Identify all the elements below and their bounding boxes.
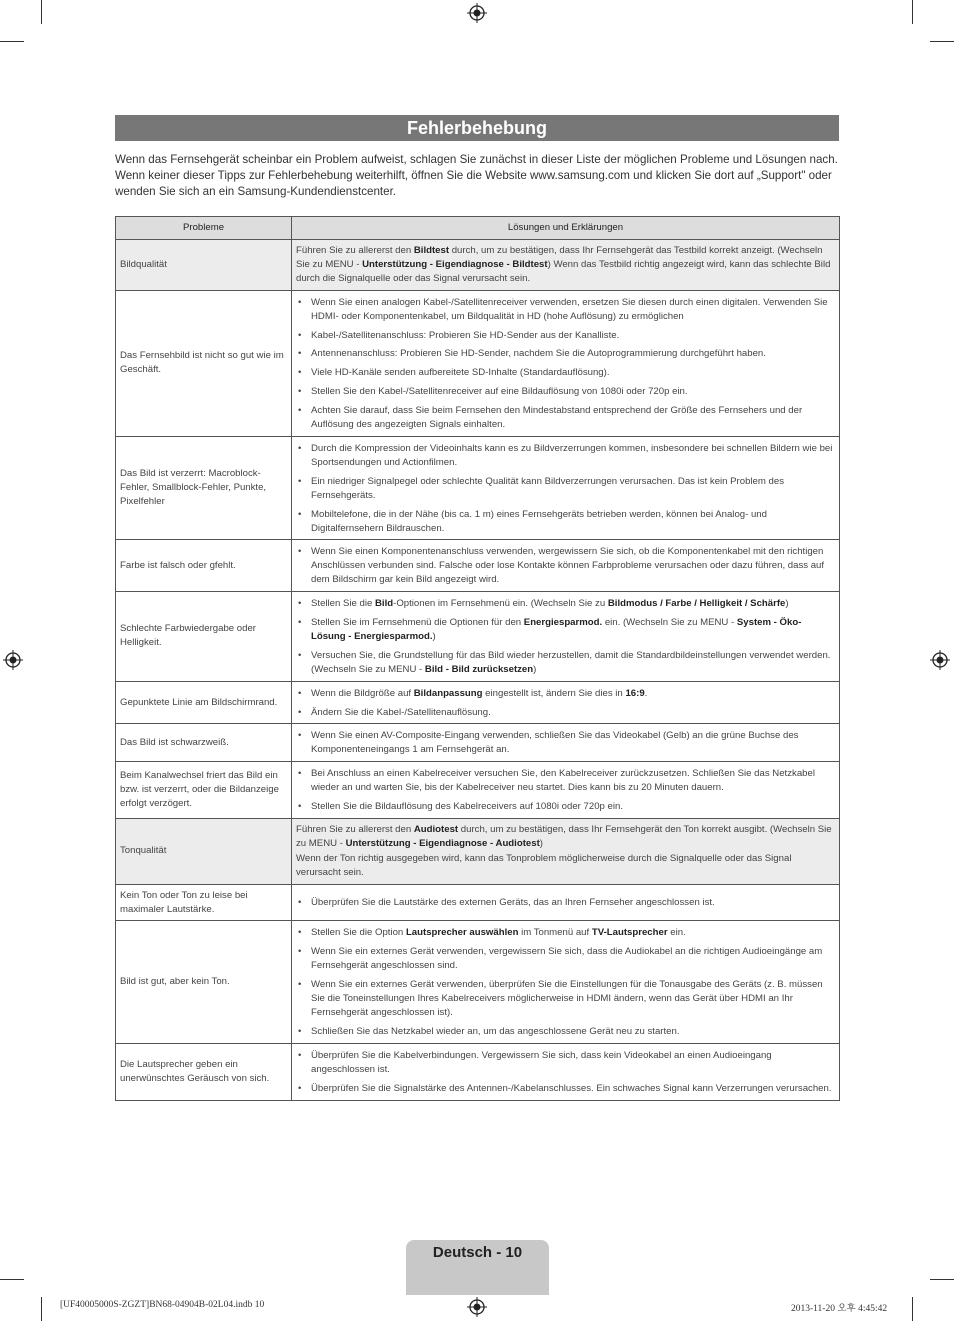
solution-text: Stellen Sie die <box>311 598 375 610</box>
solution-item <box>296 508 835 536</box>
problem-cell: Gepunktete Linie am Bildschirmrand. <box>116 681 292 724</box>
solution-text: Ändern Sie die Kabel-/Satellitenauflösung. <box>311 706 491 718</box>
solution-text: ) Wenn das Testbild richtig angezeigt wird, kann das schlechte Bild durch die Signalquelle oder das Signal verursacht sein. <box>296 258 831 284</box>
intro-paragraph: Wenn das Fernsehgerät scheinbar ein Problem aufweist, schlagen Sie zunächst in dieser Liste der möglichen Probleme und Lösungen nach. Wenn keiner dieser Tipps zur Fehlerbehebung weiterhilft, öffnen Sie die Website www.samsung.com und klicken Sie dort auf „Support" oder wenden Sie sich an ein Samsung-Kundendienstcenter. <box>115 153 838 198</box>
solution-list <box>296 1049 835 1096</box>
crop-mark <box>0 1279 24 1280</box>
solution-item <box>296 616 835 644</box>
solution-cell <box>292 290 840 436</box>
problem-cell: Bild ist gut, aber kein Ton. <box>116 921 292 1043</box>
solution-text: Überprüfen Sie die Kabelverbindungen. Vergewissern Sie sich, dass kein Videokabel an einen Audioeingang angeschlossen ist. <box>311 1049 772 1075</box>
solution-text: Führen Sie zu allererst den <box>296 824 414 835</box>
menu-path-text: Bildanpassung <box>413 687 483 699</box>
solution-text: Überprüfen Sie die Lautstärke des externen Geräts, das an Ihren Fernseher angeschlossen ist. <box>311 897 715 909</box>
print-timestamp: 2013-11-20 오후 4:45:42 <box>791 1304 888 1314</box>
registration-mark-icon <box>930 650 950 670</box>
solution-item <box>296 597 835 611</box>
registration-mark-icon <box>467 3 487 23</box>
solution-text: Bei Anschluss an einen Kabelreceiver versuchen Sie, den Kabelreceiver zurückzusetzen. Schließen Sie das Netzkabel wieder an und warten Sie, bis der Kabelreceiver neu startet. Dies kann bis zu 20 Minuten dauern. <box>311 768 815 794</box>
solution-cell <box>292 724 840 762</box>
solution-paragraph <box>296 244 835 286</box>
menu-path-text: Lautsprecher auswählen <box>405 927 519 939</box>
solution-cell <box>292 540 840 592</box>
print-file-info: [UF40005000S-ZGZT]BN68-04904B-02L04.indb 10 <box>60 1300 265 1310</box>
problem-cell: Schlechte Farbwiedergabe oder Helligkeit. <box>116 592 292 682</box>
solution-text: Stellen Sie die Option <box>311 927 406 939</box>
solution-item <box>296 545 835 587</box>
solution-item <box>296 366 835 380</box>
solution-text: ein. <box>667 927 686 939</box>
menu-path-text: Audiotest <box>413 824 459 835</box>
solution-item <box>296 475 835 503</box>
solution-item <box>296 442 835 470</box>
solution-text: Wenn die Bildgröße auf <box>311 687 414 699</box>
solution-list <box>296 442 835 535</box>
solution-paragraph <box>296 852 835 880</box>
solution-cell <box>292 592 840 682</box>
menu-path-text: Bild - Bild zurücksetzen <box>424 663 534 675</box>
solution-text: eingestellt ist, ändern Sie dies in <box>482 687 626 699</box>
solution-list <box>296 767 835 814</box>
solution-text: Mobiltelefone, die in der Nähe (bis ca. 1 m) eines Fernsehgeräts betrieben werden, können bei Analog- und Digitalfernsehern Bildrauschen. <box>311 508 767 534</box>
problem-cell: Kein Ton oder Ton zu leise bei maximaler Lautstärke. <box>116 884 292 921</box>
column-header-solutions: Lösungen und Erklärungen <box>292 217 840 240</box>
problem-cell: Farbe ist falsch oder gfehlt. <box>116 540 292 592</box>
solution-text: -Optionen im Fernsehmenü ein. (Wechseln Sie zu <box>393 598 608 610</box>
page-title: Fehlerbehebung <box>115 115 839 141</box>
solution-list <box>296 729 835 757</box>
menu-path-text: Energiesparmod. <box>523 617 603 629</box>
table-row <box>116 921 840 1043</box>
table-header-row <box>116 217 840 240</box>
crop-mark <box>41 0 42 24</box>
table-row <box>116 819 840 885</box>
table-row <box>116 681 840 724</box>
crop-mark <box>912 0 913 24</box>
solution-text: Stellen Sie im Fernsehmenü die Optionen für den <box>311 617 524 629</box>
solution-text: ) <box>533 663 537 675</box>
crop-mark <box>912 1297 913 1321</box>
column-header-problems: Probleme <box>116 217 292 240</box>
menu-path-text: System - Öko-Lösung - Energiesparmod. <box>311 617 802 642</box>
registration-mark-icon <box>467 1297 487 1317</box>
solution-item <box>296 385 835 399</box>
solution-item <box>296 800 835 814</box>
menu-path-text: Unterstützung - Eigendiagnose - Bildtest <box>362 258 548 270</box>
solution-text: Stellen Sie den Kabel-/Satellitenreceiver auf eine Bildauflösung von 1080i oder 720p ein. <box>311 386 688 398</box>
solution-text: Wenn Sie einen analogen Kabel-/Satellitenreceiver verwenden, ersetzen Sie diesen durch einen digitalen. Verwenden Sie HDMI- oder Komponentenkabel, um Bildqualität in HD (hohe Auflösung) zu ermöglichen <box>311 296 828 322</box>
crop-mark <box>930 1279 954 1280</box>
solution-text: Durch die Kompression der Videoinhalts kann es zu Bildverzerrungen kommen, insbesondere bei schnellen Bildern wie bei Sportsendungen und Actionfilmen. <box>311 442 833 468</box>
page-number-label: Deutsch - 10 <box>432 1244 523 1261</box>
solution-cell <box>292 921 840 1043</box>
solution-item <box>296 296 835 324</box>
table-row <box>116 884 840 921</box>
solution-paragraph <box>296 823 835 851</box>
solution-item <box>296 1025 835 1039</box>
solution-list <box>296 597 835 677</box>
solution-text: Wenn der Ton richtig ausgegeben wird, kann das Tonproblem möglicherweise durch die Signalquelle oder das Signal verursacht sein. <box>296 852 792 878</box>
solution-text: ) <box>539 837 543 849</box>
table-row <box>116 724 840 762</box>
solution-item <box>296 945 835 973</box>
solution-text: Wenn Sie einen AV-Composite-Eingang verwenden, schließen Sie das Videokabel (Gelb) an die grüne Buchse des Komponenteneingangs 1 am Fernsehgerät an. <box>311 730 799 756</box>
problem-cell: Beim Kanalwechsel friert das Bild ein bzw. ist verzerrt, oder die Bildanzeige erfolgt verzögert. <box>116 762 292 819</box>
menu-path-text: TV-Lautsprecher <box>591 927 668 939</box>
menu-path-text: Unterstützung - Eigendiagnose - Audiotest <box>345 837 540 849</box>
solution-text: ein. (Wechseln Sie zu MENU - <box>602 617 737 629</box>
table-row <box>116 436 840 539</box>
problem-cell: Das Bild ist verzerrt: Macroblock-Fehler, Smallblock-Fehler, Punkte, Pixelfehler <box>116 436 292 539</box>
solution-text: im Tonmenü auf <box>518 927 592 939</box>
solution-cell <box>292 819 840 885</box>
solution-cell <box>292 1043 840 1100</box>
solution-item <box>296 1082 835 1096</box>
solution-text: Stellen Sie die Bildauflösung des Kabelreceivers auf 1080i oder 720p ein. <box>311 801 624 813</box>
registration-mark-icon <box>3 650 23 670</box>
table-row <box>116 1043 840 1100</box>
solution-text: durch, um zu bestätigen, dass Ihr Fernsehgerät das Testbild korrekt anzeigt. (Wechseln Sie zu MENU - <box>296 245 823 270</box>
solution-item <box>296 729 835 757</box>
menu-path-text: Bildmodus / Farbe / Helligkeit / Schärfe <box>607 598 786 610</box>
problem-cell: Tonqualität <box>116 819 292 885</box>
troubleshooting-table <box>115 216 840 1101</box>
solution-text: Überprüfen Sie die Signalstärke des Antennen-/Kabelanschlusses. Ein schwaches Signal kann Verzerrungen verursachen. <box>311 1082 832 1094</box>
solution-text: Führen Sie zu allererst den <box>296 245 414 256</box>
solution-text: Wenn Sie einen Komponentenanschluss verwenden, wergewissern Sie sich, ob die Komponentenkabel mit den richtigen Anschlüssen verbunden sind. Falsche oder lose Kontakte können Farbprobleme verursachen oder dazu führen, dass auf dem Bildschirm gar kein Bild angezeigt wird. <box>311 546 825 586</box>
problem-cell: Das Fernsehbild ist nicht so gut wie im Geschäft. <box>116 290 292 436</box>
solution-item <box>296 649 835 677</box>
solution-item <box>296 347 835 361</box>
solution-text: Viele HD-Kanäle senden aufbereitete SD-Inhalte (Standardauflösung). <box>311 367 610 379</box>
solution-text: ) <box>432 630 436 642</box>
table-row <box>116 592 840 682</box>
solution-item <box>296 329 835 343</box>
solution-list <box>296 296 835 432</box>
problem-cell: Das Bild ist schwarzweiß. <box>116 724 292 762</box>
problem-cell: Die Lautsprecher geben ein unerwünschtes Geräusch von sich. <box>116 1043 292 1100</box>
crop-mark <box>41 1297 42 1321</box>
solution-text: Wenn Sie ein externes Gerät verwenden, überprüfen Sie die Einstellungen für die Tonausgabe des Geräts (z. B. müssen Sie die Toneinstellungen Ihres Kabelreceivers möglicherweise in HDMI ändern, wenn das Gerät über HDMI an Ihr Fernsehgerät angeschlossen ist). <box>311 979 823 1018</box>
solution-text: Achten Sie darauf, dass Sie beim Fernsehen den Mindestabstand entsprechend der Größe des Fernsehers und der Auflösung des angezeigten Signals einhalten. <box>311 405 803 431</box>
table-body <box>116 240 840 1101</box>
solution-item <box>296 404 835 432</box>
table-row <box>116 240 840 291</box>
solution-text: . <box>644 687 648 699</box>
solution-text: Schließen Sie das Netzkabel wieder an, um das angeschlossene Gerät neu zu starten. <box>311 1025 680 1037</box>
solution-list <box>296 926 835 1038</box>
solution-text: Kabel-/Satellitenanschluss: Probieren Sie HD-Sender aus der Kanalliste. <box>311 329 620 341</box>
solution-text: ) <box>785 598 789 610</box>
solution-text: Wenn Sie ein externes Gerät verwenden, vergewissern Sie sich, dass die Audiokabel an die richtigen Audioeingänge am Fernsehgerät angeschlossen sind. <box>311 946 823 972</box>
solution-cell <box>292 436 840 539</box>
menu-path-text: 16:9 <box>625 687 645 699</box>
solution-cell <box>292 884 840 921</box>
solution-item <box>296 896 835 910</box>
solution-text: Antennenanschluss: Probieren Sie HD-Sender, nachdem Sie die Autoprogrammierung durchgeführt haben. <box>311 348 766 360</box>
solution-text: Versuchen Sie, die Grundstellung für das Bild wieder herzustellen, damit die Standardbildeinstellungen verwendet werden. (Wechseln Sie zu MENU - <box>311 649 831 675</box>
menu-path-text: Bildtest <box>413 245 450 256</box>
crop-mark <box>0 41 24 42</box>
crop-mark <box>930 41 954 42</box>
table-row <box>116 762 840 819</box>
solution-list <box>296 687 835 720</box>
solution-item <box>296 978 835 1020</box>
solution-item <box>296 1049 835 1077</box>
solution-list <box>296 896 835 910</box>
solution-text: Ein niedriger Signalpegel oder schlechte Qualität kann Bildverzerrungen verursachen. Das ist kein Problem des Fernsehgeräts. <box>311 475 785 501</box>
solution-item <box>296 767 835 795</box>
solution-cell <box>292 240 840 291</box>
solution-item <box>296 926 835 940</box>
table-row <box>116 290 840 436</box>
solution-cell <box>292 762 840 819</box>
solution-text: durch, um zu bestätigen, dass Ihr Fernsehgerät den Ton korrekt ausgibt. (Wechseln Sie zu MENU - <box>296 824 832 849</box>
solution-list <box>296 545 835 587</box>
menu-path-text: Bild <box>375 598 394 610</box>
problem-cell: Bildqualität <box>116 240 292 291</box>
solution-item <box>296 706 835 720</box>
solution-item <box>296 687 835 701</box>
table-row <box>116 540 840 592</box>
solution-cell <box>292 681 840 724</box>
